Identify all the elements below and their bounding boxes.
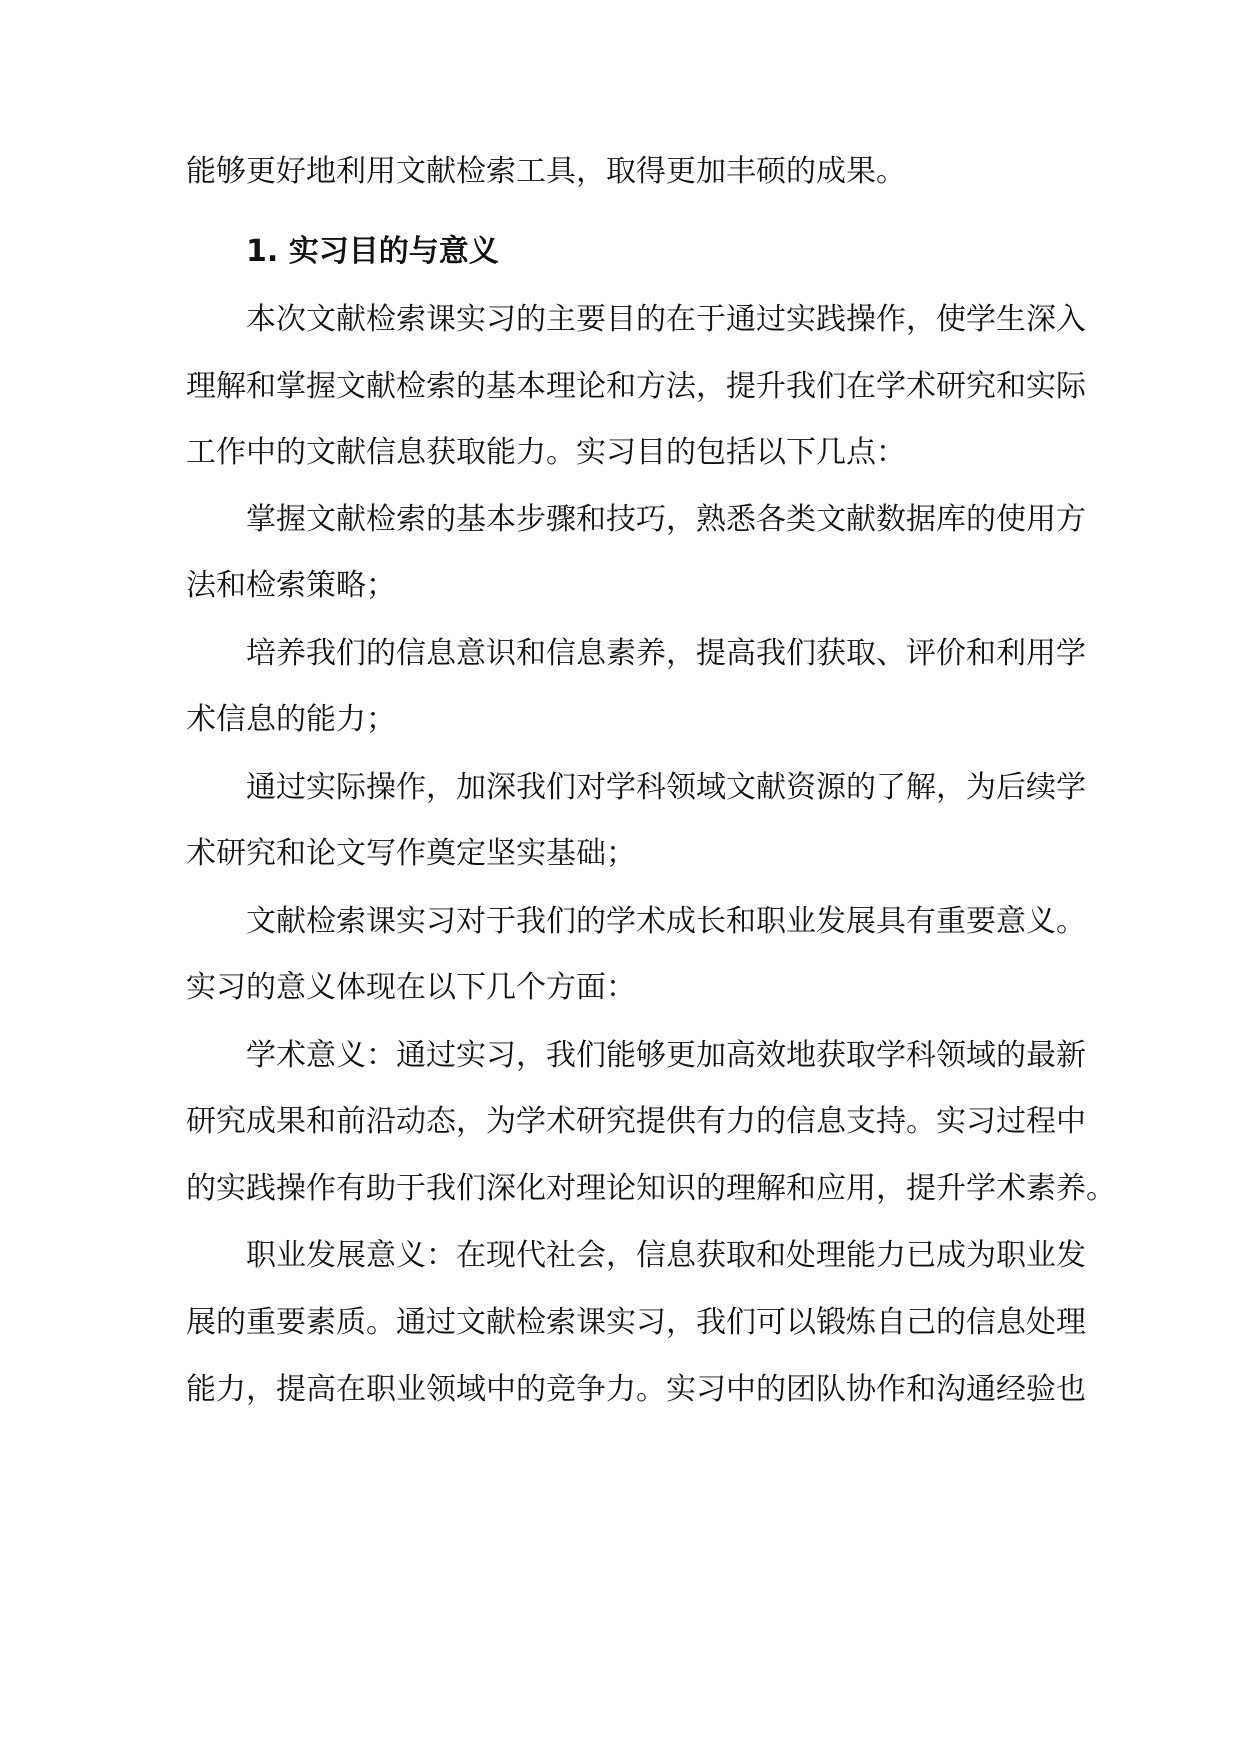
paragraph-line: 法和检索策略； (186, 568, 396, 603)
paragraph-line: 术研究和论文写作奠定坚实基础； (186, 836, 636, 871)
paragraph-line: 通过实际操作，加深我们对学科领域文献资源的了解，为后续学 (246, 770, 1086, 805)
section-heading: 1. 实习目的与意义 (246, 234, 499, 269)
paragraph-line: 研究成果和前沿动态，为学术研究提供有力的信息支持。实习过程中 (186, 1104, 1086, 1139)
paragraph-line: 理解和掌握文献检索的基本理论和方法，提升我们在学术研究和实际 (186, 369, 1086, 404)
paragraph-line: 工作中的文献信息获取能力。实习目的包括以下几点： (186, 435, 906, 470)
paragraph-line: 能力，提高在职业领域中的竞争力。实习中的团队协作和沟通经验也 (186, 1372, 1086, 1407)
paragraph-line: 本次文献检索课实习的主要目的在于通过实践操作，使学生深入 (246, 302, 1086, 337)
paragraph-line: 术信息的能力； (186, 702, 396, 737)
paragraph-line: 职业发展意义：在现代社会，信息获取和处理能力已成为职业发 (246, 1238, 1086, 1273)
paragraph-line: 的实践操作有助于我们深化对理论知识的理解和应用，提升学术素养。 (186, 1171, 1116, 1206)
paragraph-line: 实习的意义体现在以下几个方面： (186, 970, 636, 1005)
paragraph-line: 学术意义：通过实习，我们能够更加高效地获取学科领域的最新 (246, 1038, 1086, 1073)
paragraph-line: 能够更好地利用文献检索工具，取得更加丰硕的成果。 (186, 154, 906, 189)
paragraph-line: 文献检索课实习对于我们的学术成长和职业发展具有重要意义。 (246, 904, 1086, 939)
paragraph-line: 培养我们的信息意识和信息素养，提高我们获取、评价和利用学 (246, 636, 1086, 671)
paragraph-line: 掌握文献检索的基本步骤和技巧，熟悉各类文献数据库的使用方 (246, 502, 1086, 537)
paragraph-line: 展的重要素质。通过文献检索课实习，我们可以锻炼自己的信息处理 (186, 1305, 1086, 1340)
